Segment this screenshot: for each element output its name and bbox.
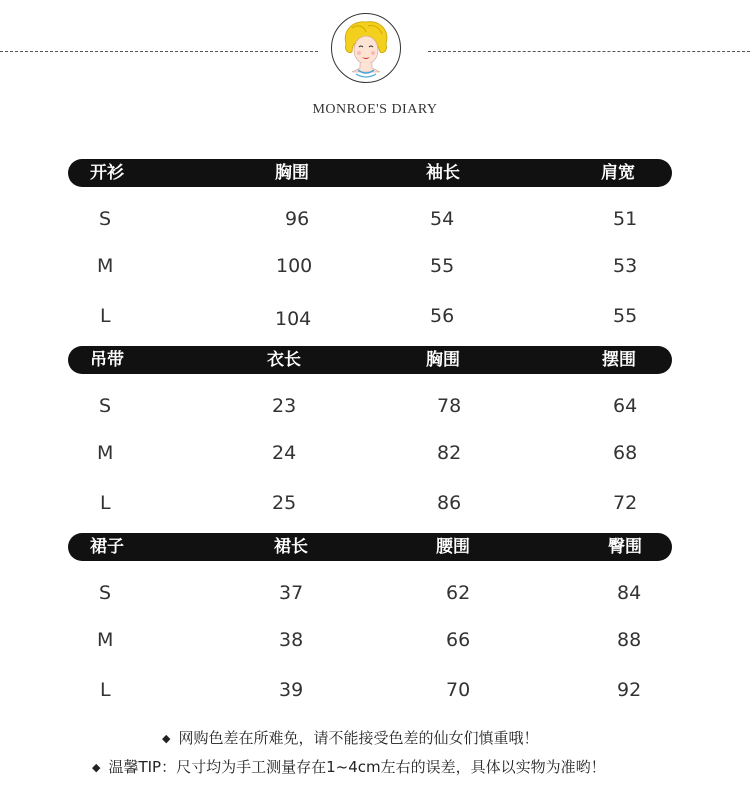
note-measurement-tip [92,757,606,779]
table-header-cardigan [68,159,672,187]
table-cell: S [99,208,112,230]
header-col-2: 腰围 [436,537,470,557]
table-cell: M [97,629,114,651]
table-cell: 62 [446,582,471,604]
note-text: 网购色差在所难免，请不能接受色差的仙女们慎重哦！ [178,729,539,747]
table-cell: 84 [617,582,642,604]
table-cell: 66 [446,629,471,651]
table-cell: 82 [437,442,462,464]
table-cell: 64 [613,395,638,417]
table-cell: 100 [276,255,313,277]
table-cell: 38 [279,629,304,651]
brand-logo [331,13,401,83]
table-cell: L [100,305,111,327]
header-col-3: 臀围 [608,537,642,557]
table-cell: 25 [272,492,297,514]
table-cell: 54 [430,208,455,230]
header-col-2: 胸围 [426,350,460,370]
table-header-camisole [68,346,672,374]
table-header-skirt [68,533,672,561]
table-cell: M [97,255,114,277]
header-col-2: 袖长 [426,163,460,183]
table-cell: 70 [446,679,471,701]
header-col-1: 衣长 [267,350,301,370]
header-category: 吊带 [90,350,124,370]
table-cell: 24 [272,442,297,464]
divider-left [0,51,318,52]
header-col-3: 摆围 [602,350,636,370]
header-col-1: 胸围 [275,163,309,183]
header-category: 开衫 [90,163,124,183]
table-cell: 55 [613,305,638,327]
table-cell: 92 [617,679,642,701]
table-cell: 53 [613,255,638,277]
table-cell: 23 [272,395,297,417]
table-cell: L [100,679,111,701]
table-cell: 78 [437,395,462,417]
note-color-difference [162,728,538,750]
table-cell: 86 [437,492,462,514]
table-cell: 51 [613,208,638,230]
table-cell: S [99,582,112,604]
header-col-1: 裙长 [274,537,308,557]
table-cell: M [97,442,114,464]
brand-name: MONROE'S DIARY [312,102,438,117]
table-cell: L [100,492,111,514]
header-col-3: 肩宽 [601,163,635,183]
diamond-icon: ◆ [92,761,101,774]
table-cell: 56 [430,305,455,327]
table-cell: 55 [430,255,455,277]
diamond-icon: ◆ [162,732,171,745]
monroe-avatar-logo-icon [332,14,400,82]
table-cell: 72 [613,492,638,514]
table-cell: 104 [275,308,312,330]
table-cell: 88 [617,629,642,651]
table-cell: 39 [279,679,304,701]
header-category: 裙子 [90,537,124,557]
table-cell: S [99,395,112,417]
divider-right [428,51,750,52]
note-text: 温馨TIP：尺寸均为手工测量存在1~4cm左右的误差，具体以实物为准哟！ [108,758,606,776]
table-cell: 37 [279,582,304,604]
table-cell: 96 [285,208,310,230]
table-cell: 68 [613,442,638,464]
